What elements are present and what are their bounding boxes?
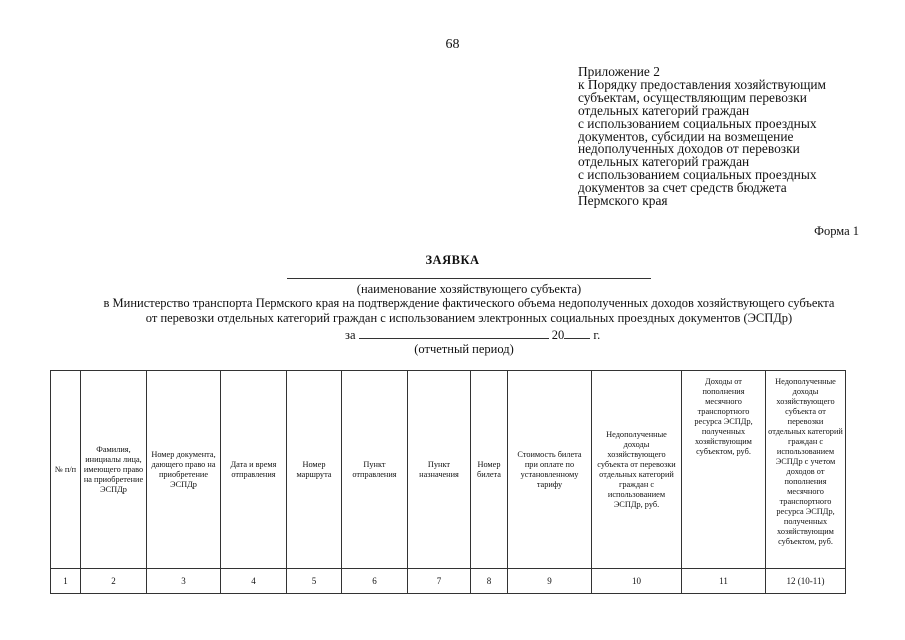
column-number: 5 bbox=[287, 569, 342, 594]
column-number: 9 bbox=[508, 569, 592, 594]
header-cell: Пункт отправления bbox=[342, 371, 408, 569]
period-blank[interactable] bbox=[359, 327, 549, 339]
table-number-row bbox=[51, 569, 846, 594]
header-cell: Недополученные доходы хозяйствующего субъекта от перевозки отдельных категорий граждан с использованием ЭСПДр с учетом доходов от пополнения месячного транспортного ресурса ЭСПДр, полученных хозяйствующим субъектом, руб. bbox=[766, 371, 846, 569]
body-text-line-1: в Министерство транспорта Пермского края на подтверждение фактического объема недополученных доходов хозяйствующего субъекта bbox=[103, 296, 835, 310]
header-cell: Пункт назначения bbox=[408, 371, 471, 569]
column-number: 11 bbox=[682, 569, 766, 594]
page-number: 68 bbox=[445, 37, 460, 52]
appendix-line: субъектам, осуществляющим перевозки bbox=[578, 89, 807, 105]
period-caption: (отчетный период) bbox=[414, 342, 514, 356]
period-year: 20 bbox=[551, 328, 565, 342]
column-number: 2 bbox=[81, 569, 147, 594]
form-label: Форма 1 bbox=[814, 224, 859, 238]
header-cell: Дата и время отправления bbox=[221, 371, 287, 569]
period-line bbox=[345, 327, 600, 343]
appendix-line: отдельных категорий граждан bbox=[578, 102, 750, 118]
column-number: 12 (10-11) bbox=[766, 569, 846, 594]
subject-name-line[interactable] bbox=[287, 278, 651, 279]
subject-caption: (наименование хозяйствующего субъекта) bbox=[356, 282, 582, 296]
header-cell: Фамилия, инициалы лица, имеющего право на приобретение ЭСПДр bbox=[81, 371, 147, 569]
column-number: 6 bbox=[342, 569, 408, 594]
header-cell: № п/п bbox=[51, 371, 81, 569]
application-table bbox=[50, 370, 846, 594]
appendix-line: документов за счет средств бюджета bbox=[578, 180, 787, 196]
period-suffix: г. bbox=[593, 328, 601, 342]
header-cell: Доходы от пополнения месячного транспортного ресурса ЭСПДр, полученных хозяйствующим субъектом, руб. bbox=[682, 371, 766, 569]
column-number: 10 bbox=[592, 569, 682, 594]
header-cell: Недополученные доходы хозяйствующего субъекта от перевозки отдельных категорий граждан с использованием ЭСПДр, руб. bbox=[592, 371, 682, 569]
header-cell: Номер билета bbox=[471, 371, 508, 569]
appendix-line: с использованием социальных проездных bbox=[578, 115, 817, 131]
body-text-line-2: от перевозки отдельных категорий граждан с использованием электронных социальных проездных документов (ЭСПДр) bbox=[145, 311, 793, 325]
period-year-blank[interactable] bbox=[564, 327, 590, 339]
appendix-line: отдельных категорий граждан bbox=[578, 154, 750, 170]
appendix-line: документов, субсидии на возмещение bbox=[578, 128, 794, 144]
column-number: 7 bbox=[408, 569, 471, 594]
header-cell: Номер документа, дающего право на приобретение ЭСПДр bbox=[147, 371, 221, 569]
appendix-block bbox=[578, 66, 878, 208]
appendix-line: недополученных доходов от перевозки bbox=[578, 141, 800, 157]
column-number: 4 bbox=[221, 569, 287, 594]
appendix-line: Приложение 2 bbox=[578, 64, 660, 79]
appendix-line: с использованием социальных проездных bbox=[578, 167, 817, 183]
table-header-row bbox=[51, 371, 846, 569]
column-number: 1 bbox=[51, 569, 81, 594]
document-title: ЗАЯВКА bbox=[425, 253, 480, 267]
column-number: 8 bbox=[471, 569, 508, 594]
appendix-line: к Порядку предоставления хозяйствующим bbox=[578, 76, 827, 92]
column-number: 3 bbox=[147, 569, 221, 594]
period-prefix: за bbox=[345, 328, 356, 342]
appendix-line: Пермского края bbox=[578, 193, 668, 209]
header-cell: Стоимость билета при оплате по установленному тарифу bbox=[508, 371, 592, 569]
header-cell: Номер маршрута bbox=[287, 371, 342, 569]
